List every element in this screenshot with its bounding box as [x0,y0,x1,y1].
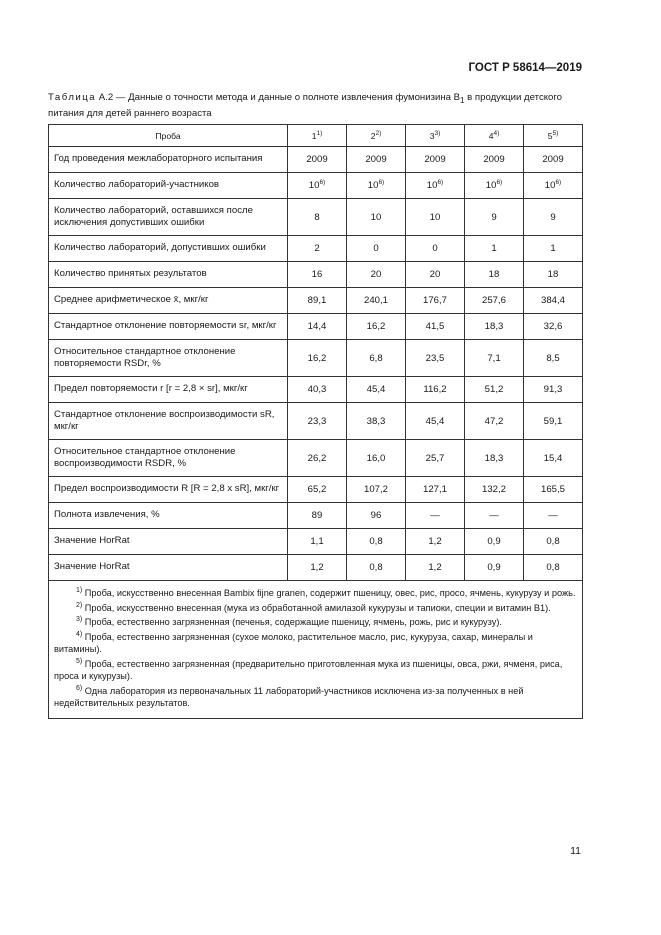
table-row [49,340,583,377]
row-label: Количество принятых результатов [49,262,288,288]
standard-header: ГОСТ Р 58614—2019 [468,62,582,74]
row-value: 9 [524,199,583,236]
row-value: 59,1 [524,403,583,440]
row-value: 0,8 [347,555,406,581]
header-col: 5$^{5)}$ [524,125,583,147]
caption-lead: Таблица [48,92,97,103]
row-label: Предел воспроизводимости R [R = 2,8 x sR], мкг/кг [49,477,288,503]
row-value: — [406,503,465,529]
table-row [49,503,583,529]
caption-subscript: 1 [460,95,465,105]
row-label: Количество лабораторий, допустивших ошибки [49,236,288,262]
row-value: 0,8 [347,529,406,555]
row-value: 91,3 [524,377,583,403]
row-label: Среднее арифметическое x̄, мкг/кг [49,288,288,314]
row-value: 384,4 [524,288,583,314]
row-value: 18 [465,262,524,288]
row-value: 23,3 [288,403,347,440]
page-number: 11 [570,845,581,857]
row-value: 16 [288,262,347,288]
row-value: 0 [406,236,465,262]
row-value: 165,5 [524,477,583,503]
row-value: 0,8 [524,555,583,581]
row-value: 18,3 [465,314,524,340]
table-row [49,477,583,503]
row-label: Относительное стандартное отклонение повторяемости RSDr, % [49,340,288,377]
row-label: Стандартное отклонение повторяемости sr, мкг/кг [49,314,288,340]
row-value: 8,5 [524,340,583,377]
row-value: 107,2 [347,477,406,503]
table-row [49,440,583,477]
footnote: $^{6)}$ Одна лаборатория из первоначальных 11 лабораторий-участников исключена из-за полученных в ней недействительных результатов. [54,684,524,709]
row-value: 2009 [524,147,583,173]
table-caption [48,91,583,120]
row-value: 10 [406,199,465,236]
caption-tail: в продукции детского питания для детей раннего возраста [48,92,563,119]
row-value: 89,1 [288,288,347,314]
row-value: 25,7 [406,440,465,477]
row-label: Полнота извлечения, % [49,503,288,529]
row-value: 127,1 [406,477,465,503]
table-row [49,555,583,581]
row-value: 9 [465,199,524,236]
row-value: 240,1 [347,288,406,314]
row-label: Значение HorRat [49,529,288,555]
row-value: 2009 [465,147,524,173]
table-row [49,236,583,262]
row-value: 10$^{6)}$ [524,173,583,199]
table-row [49,288,583,314]
row-value: 1,1 [288,529,347,555]
row-value: 10$^{6)}$ [465,173,524,199]
row-label: Количество лабораторий-участников [49,173,288,199]
row-value: 65,2 [288,477,347,503]
row-value: 257,6 [465,288,524,314]
row-value: 47,2 [465,403,524,440]
row-value: 8 [288,199,347,236]
header-col: 4$^{4)}$ [465,125,524,147]
row-value: 20 [406,262,465,288]
row-value: 0,9 [465,529,524,555]
row-value: 96 [347,503,406,529]
row-value: 45,4 [406,403,465,440]
footnote: $^{5)}$ Проба, естественно загрязненная (предварительно приготовленная мука из пшеницы, овса, ржи, ячменя, риса, проса и кукурузы). [54,657,563,682]
row-value: 23,5 [406,340,465,377]
row-label: Значение HorRat [49,555,288,581]
row-value: 2009 [406,147,465,173]
row-label: Год проведения межлабораторного испытания [49,147,288,173]
table-header-row [49,125,583,147]
row-value: 38,3 [347,403,406,440]
footnote: $^{1)}$ Проба, искусственно внесенная Bambix fijne granen, содержит пшеницу, овес, рис, просо, ячмень, кукурузу и рожь. [76,587,576,599]
footnote: $^{4)}$ Проба, естественно загрязненная (сухое молоко, растительное масло, рис, кукуруза, сахар, минералы и витамины). [54,630,533,655]
footnote: $^{2)}$ Проба, искусственно внесенная (мука из обработанной амилазой кукурузы и тапиоки, специи и витамин В1). [76,601,551,613]
row-value: 16,0 [347,440,406,477]
row-value: 10$^{6)}$ [288,173,347,199]
table-row [49,147,583,173]
row-value: 1,2 [406,555,465,581]
row-label: Количество лабораторий, оставшихся после исключения допустивших ошибки [49,199,288,236]
precision-table [48,124,583,719]
row-value: 18 [524,262,583,288]
row-value: 1 [465,236,524,262]
table-row [49,529,583,555]
header-col: 2$^{2)}$ [347,125,406,147]
row-value: 89 [288,503,347,529]
row-label: Стандартное отклонение воспроизводимости sR, мкг/кг [49,403,288,440]
row-label: Предел повторяемости r [r = 2,8 × sr], мкг/кг [49,377,288,403]
row-value: 41,5 [406,314,465,340]
footnotes [49,581,583,719]
row-value: 10$^{6)}$ [347,173,406,199]
row-value: 15,4 [524,440,583,477]
row-value: 16,2 [288,340,347,377]
row-value: 176,7 [406,288,465,314]
notes-row [49,581,583,719]
row-value: 16,2 [347,314,406,340]
row-value: 1,2 [288,555,347,581]
header-col: 1$^{1)}$ [288,125,347,147]
row-value: 6,8 [347,340,406,377]
row-value: 26,2 [288,440,347,477]
row-value: 40,3 [288,377,347,403]
table-row [49,199,583,236]
row-value: 7,1 [465,340,524,377]
table-row [49,403,583,440]
row-value: 0,8 [524,529,583,555]
row-value: — [465,503,524,529]
row-value: 2009 [347,147,406,173]
row-value: — [524,503,583,529]
row-value: 1 [524,236,583,262]
header-label: Проба [49,125,288,147]
row-value: 10 [347,199,406,236]
row-value: 0 [347,236,406,262]
row-value: 132,2 [465,477,524,503]
table-row [49,377,583,403]
row-value: 0,9 [465,555,524,581]
footnote: $^{3)}$ Проба, естественно загрязненная (печенья, содержащие пшеницу, ячмень, рожь, рис и кукурузу). [76,616,502,628]
row-value: 2 [288,236,347,262]
row-value: 32,6 [524,314,583,340]
table-row [49,173,583,199]
row-value: 14,4 [288,314,347,340]
row-value: 116,2 [406,377,465,403]
header-col: 3$^{3)}$ [406,125,465,147]
row-value: 10$^{6)}$ [406,173,465,199]
caption-text: А.2 — Данные о точности метода и данные о полноте извлечения фумонизина В [98,92,461,103]
row-value: 2009 [288,147,347,173]
row-value: 1,2 [406,529,465,555]
row-value: 51,2 [465,377,524,403]
table-row [49,262,583,288]
row-value: 20 [347,262,406,288]
row-label: Относительное стандартное отклонение воспроизводимости RSDR, % [49,440,288,477]
row-value: 45,4 [347,377,406,403]
row-value: 18,3 [465,440,524,477]
table-row [49,314,583,340]
